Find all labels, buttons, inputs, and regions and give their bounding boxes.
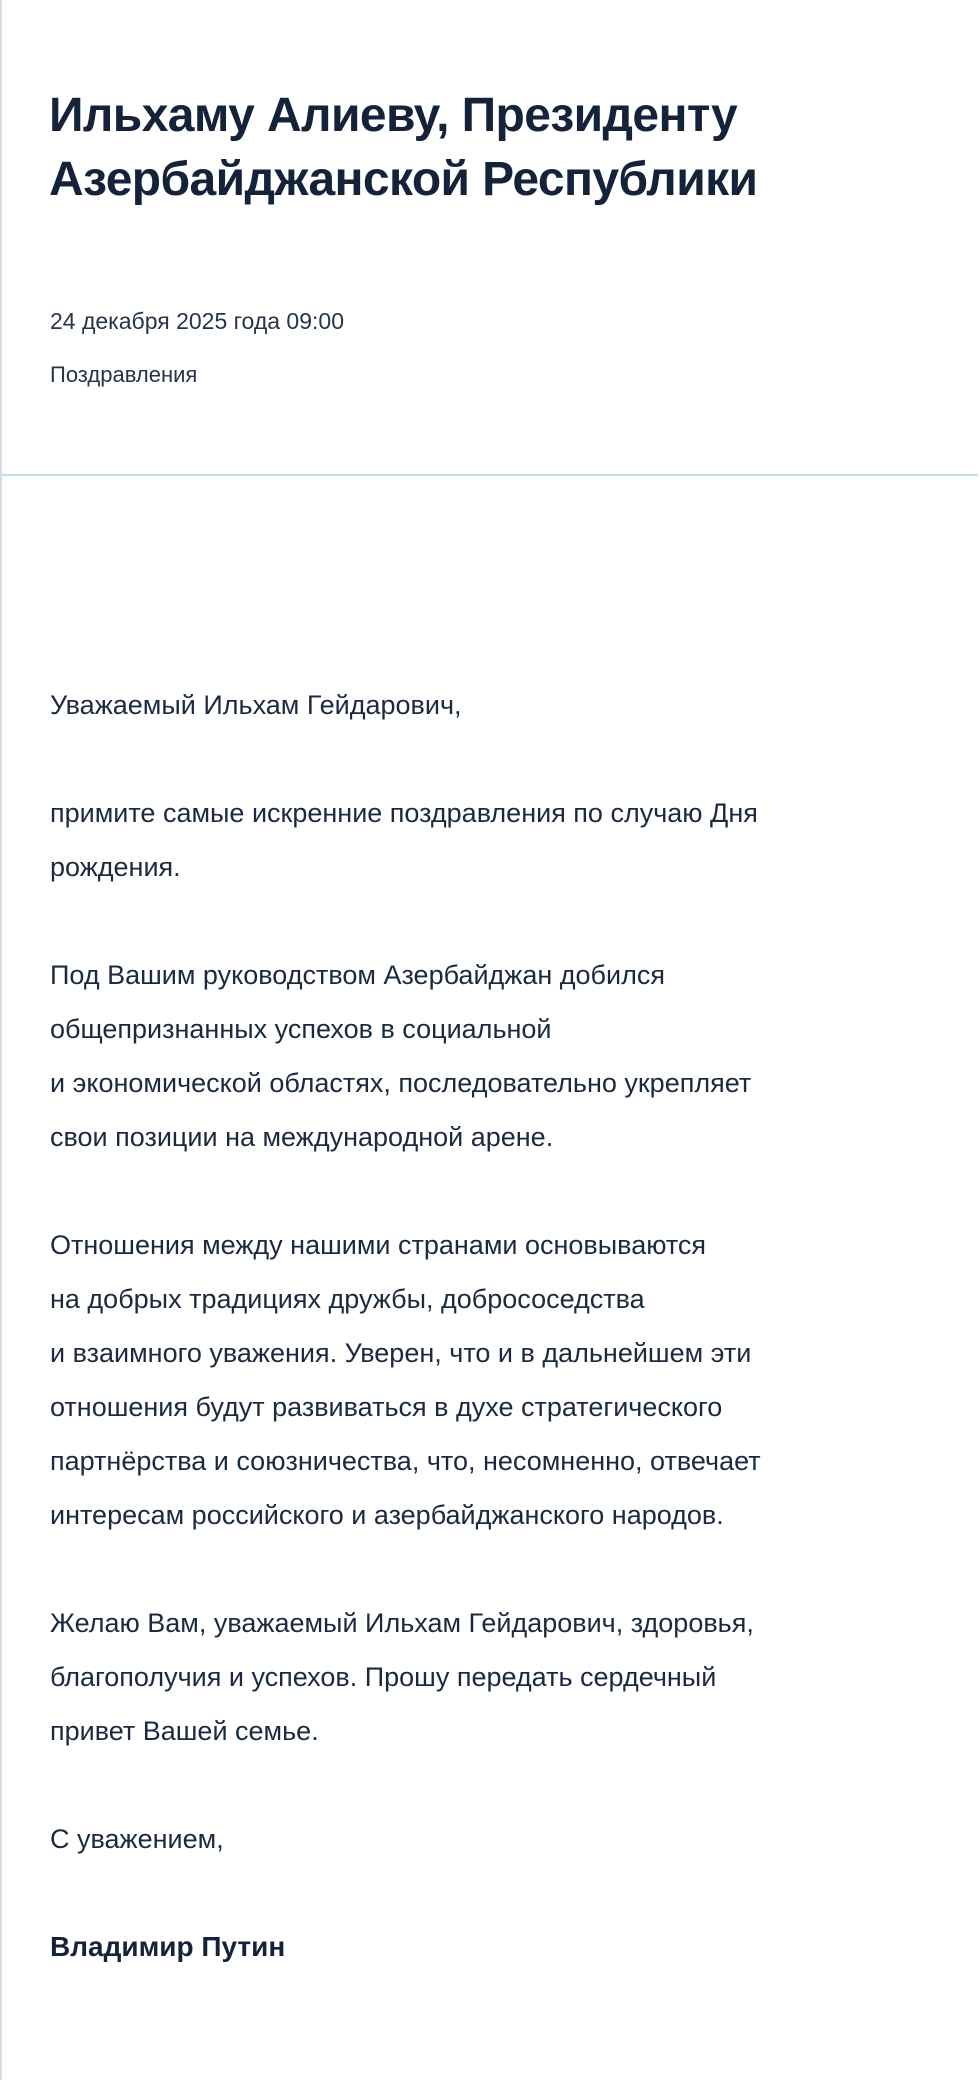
paragraph-line: примите самые искренние поздравления по случаю Дня [50, 798, 758, 828]
paragraph-line: интересам российского и азербайджанского народов. [50, 1500, 724, 1530]
paragraph-line: свои позиции на международной арене. [50, 1122, 554, 1152]
article-header [2, 0, 978, 476]
title-line-2: Азербайджанской Республики [49, 153, 758, 206]
paragraph-line: Желаю Вам, уважаемый Ильхам Гейдарович, здоровья, [50, 1608, 754, 1638]
paragraph-line: и экономической областях, последовательно укрепляет [50, 1068, 752, 1098]
paragraph-line: привет Вашей семье. [50, 1716, 319, 1746]
letter-body [50, 678, 930, 1974]
letter-paragraph-1 [50, 786, 930, 894]
title-line-1: Ильхаму Алиеву, Президенту [49, 89, 738, 142]
letter-greeting: Уважаемый Ильхам Гейдарович, [50, 690, 462, 720]
paragraph-line: Отношения между нашими странами основываются [50, 1230, 707, 1260]
paragraph-line: благополучия и успехов. Прошу передать сердечный [50, 1662, 717, 1692]
paragraph-line: Под Вашим руководством Азербайджан добился [50, 960, 665, 990]
letter-signature: Владимир Путин [50, 1931, 286, 1962]
paragraph-line: рождения. [50, 852, 181, 882]
letter-paragraph-2 [50, 948, 930, 1164]
paragraph-line: и взаимного уважения. Уверен, что и в дальнейшем эти [50, 1338, 752, 1368]
category-link[interactable]: Поздравления [50, 362, 198, 387]
letter-paragraph-3 [50, 1218, 930, 1542]
paragraph-line: на добрых традициях дружбы, добрососедства [50, 1284, 645, 1314]
letter-paragraph-4 [50, 1596, 930, 1758]
paragraph-line: отношения будут развиваться в духе стратегического [50, 1392, 723, 1422]
paragraph-line: общепризнанных успехов в социальной [50, 1014, 552, 1044]
letter-closing: С уважением, [50, 1824, 224, 1854]
paragraph-line: партнёрства и союзничества, что, несомненно, отвечает [50, 1446, 761, 1476]
publication-date: 24 декабря 2025 года 09:00 [50, 308, 344, 334]
page-title [49, 84, 909, 212]
